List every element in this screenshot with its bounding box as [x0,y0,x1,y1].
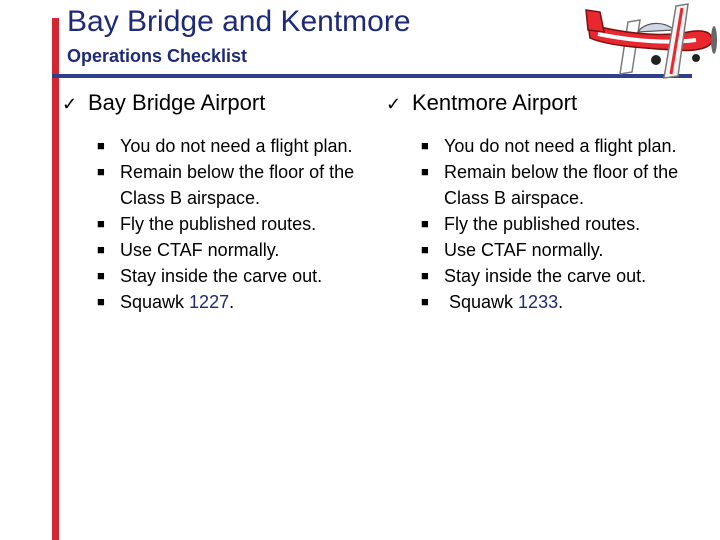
list-item: ■ Use CTAF normally. [62,237,362,263]
list-item: ■ Fly the published routes. [62,211,362,237]
list-item: ■ You do not need a flight plan. [62,133,362,159]
square-bullet-icon: ■ [97,294,105,309]
list-item-squawk: ■ Squawk 1227. [62,289,362,315]
square-bullet-icon: ■ [97,216,105,231]
column-heading-label: Kentmore Airport [412,90,578,115]
column-bay-bridge [62,88,362,315]
list-item: ■ Use CTAF normally. [386,237,686,263]
square-bullet-icon: ■ [421,242,429,257]
column-heading [386,88,686,119]
red-accent-bar [52,18,59,540]
list-item: ■ Stay inside the carve out. [386,263,686,289]
list-item: ■ Fly the published routes. [386,211,686,237]
square-bullet-icon: ■ [421,138,429,153]
squawk-code: 1227 [189,292,230,312]
square-bullet-icon: ■ [421,294,429,309]
squawk-code: 1233 [518,292,559,312]
square-bullet-icon: ■ [97,164,105,179]
square-bullet-icon: ■ [421,164,429,179]
checklist [62,133,362,315]
page-title: Bay Bridge and Kentmore [67,5,411,38]
square-bullet-icon: ■ [421,268,429,283]
column-heading [62,88,362,119]
list-item: ■ Remain below the floor of the Class B airspace. [62,159,362,211]
square-bullet-icon: ■ [97,138,105,153]
airplane-icon [578,2,720,84]
square-bullet-icon: ■ [97,268,105,283]
list-item: ■ Stay inside the carve out. [62,263,362,289]
checklist [386,133,686,315]
square-bullet-icon: ■ [421,216,429,231]
page-subtitle: Operations Checklist [67,46,248,66]
column-kentmore [386,88,686,315]
list-item: ■ Remain below the floor of the Class B airspace. [386,159,686,211]
list-item-squawk: ■ Squawk 1233. [386,289,686,315]
column-heading-label: Bay Bridge Airport [88,90,266,115]
checkmark-icon: ✓ [386,94,402,114]
checkmark-icon: ✓ [62,94,78,114]
list-item: ■ You do not need a flight plan. [386,133,686,159]
square-bullet-icon: ■ [97,242,105,257]
